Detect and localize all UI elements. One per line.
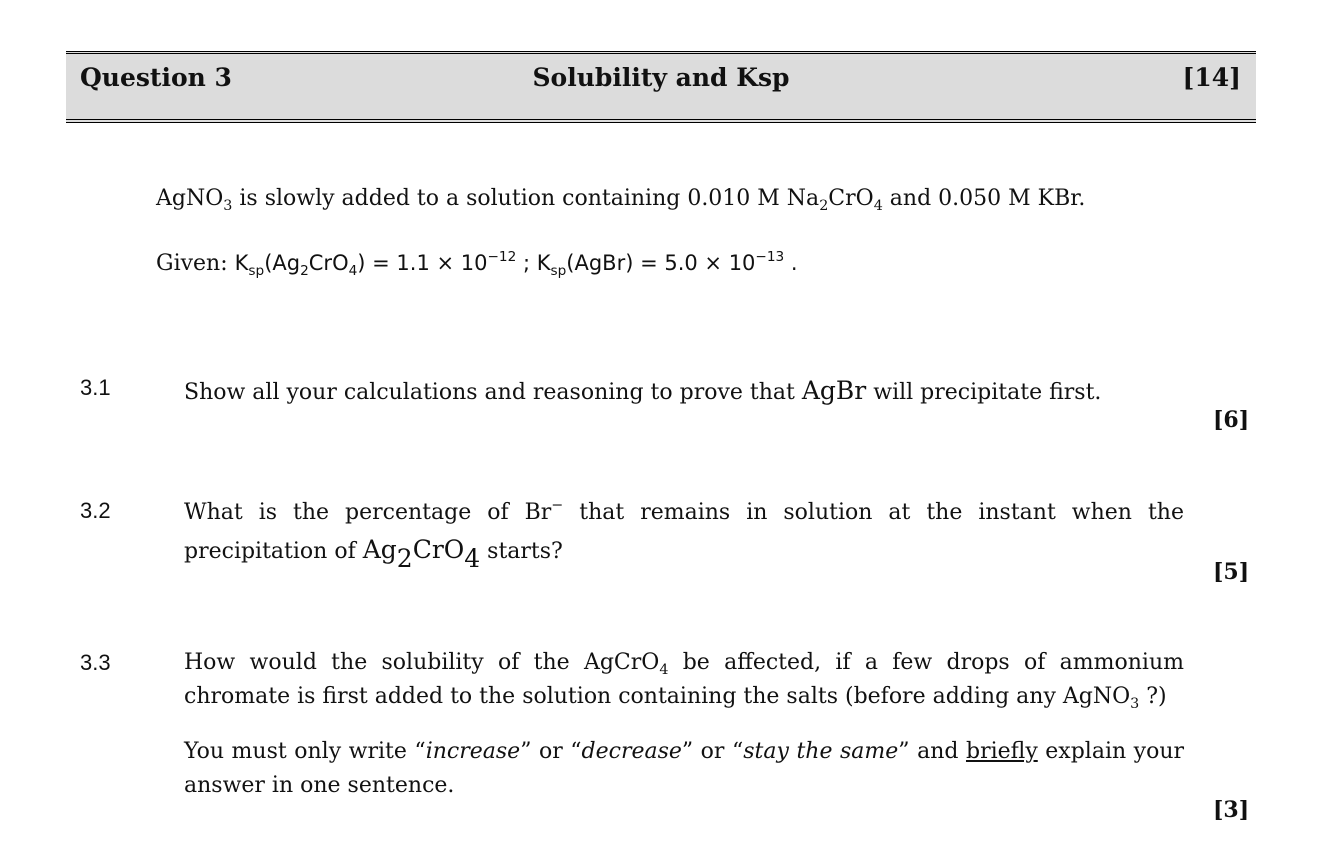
question-text-3-2: What is the percentage of Br− that remains in solution at the instant when the precipitation of $Ag_2CrO_4$ starts? [184,497,1184,573]
question-label: Question 3 [80,63,232,92]
marks-3-2: [5] [1213,559,1250,585]
question-text-3-1: Show all your calculations and reasoning to prove that AgBr will precipitate first. [184,376,1102,405]
given-ksp-values: Given: $K_{sp}(Ag_2CrO_4) = 1.1 \times 10^{-12}$ ; $K_{sp}(AgBr) = 5.0 \times 10^{-13}$ . [156,249,798,279]
question-number-3-1: 3.1 [80,375,111,400]
answer-instructions-3-3: You must only write “increase” or “decrease” or “stay the same” and briefly explain your answer in one sentence. [184,739,1185,798]
question-header [66,51,1256,123]
question-title: Solubility and Ksp [532,63,790,92]
marks-3-3: [3] [1213,797,1250,823]
total-marks: [14] [1182,63,1241,92]
question-number-3-3: 3.3 [80,650,111,675]
marks-3-1: [6] [1213,407,1250,433]
intro-statement: AgNO$_3$ is slowly added to a solution containing 0.010 M $Na_2CrO_4$ and 0.050 M KBr. [156,186,1086,214]
question-number-3-2: 3.2 [80,498,111,523]
question-text-3-3: How would the solubility of the AgCrO$_4$ be affected, if a few drops of ammonium chromate is first added to the solution containing the salts (before adding any AgNO$_3$ ?) [184,650,1184,712]
